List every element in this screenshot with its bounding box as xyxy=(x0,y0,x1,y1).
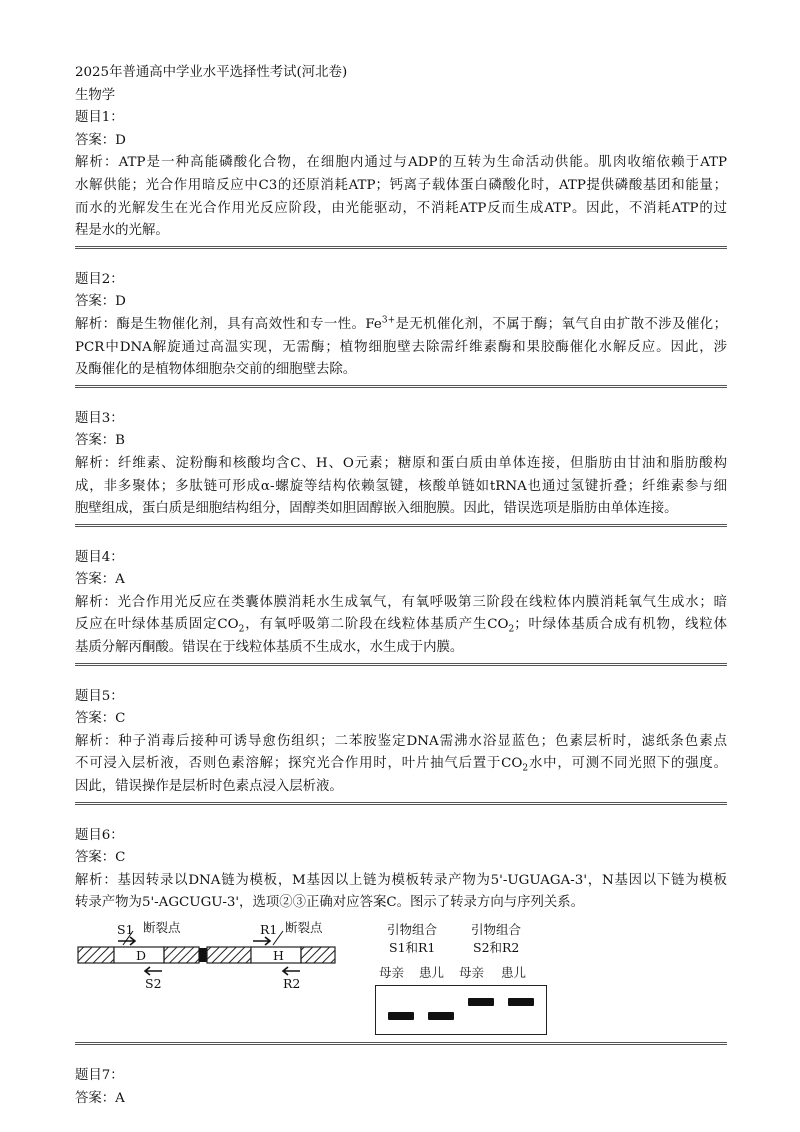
subject-label: 生物学 xyxy=(75,87,116,103)
question-7 xyxy=(75,1065,727,1110)
primer-combo-2-sub: S2和R2 xyxy=(473,940,520,955)
breakpoint-label: 断裂点 xyxy=(143,920,181,935)
primer-s1-label: S1 xyxy=(117,922,134,937)
document-page xyxy=(75,62,727,1110)
analysis-text: ；叶绿体基质合成有机物，线粒体 xyxy=(514,617,727,633)
analysis-line: 解析：光合作用光反应在类囊体膜消耗水生成氧气，有氧呼吸第三阶段在线粒体内膜消耗氧气生成水；暗 xyxy=(75,594,727,610)
question-2 xyxy=(75,269,727,388)
answer-line: 答案：A xyxy=(75,572,125,588)
iron-charge: 3+ xyxy=(381,315,396,326)
gel-box xyxy=(375,985,547,1035)
analysis-line: 及酶催化的是植物体细胞杂交前的细胞壁去除。 xyxy=(75,362,357,378)
lane-label: 母亲 xyxy=(459,965,485,980)
analysis-line: 解析：ATP是一种高能磷酸化合物，在细胞内通过与ADP的互转为生命活动供能。肌肉收缩依赖于ATP xyxy=(75,155,727,171)
figure-gene-gel xyxy=(75,921,727,1039)
analysis-line: PCR中DNA解旋通过高温实现，无需酶；植物细胞壁去除需纤维素酶和果胶酶催化水解反应。因此，涉 xyxy=(75,339,727,355)
question-4 xyxy=(75,547,727,666)
answer-line: 答案：C xyxy=(75,711,126,727)
question-label: 题目7： xyxy=(75,1068,124,1083)
analysis-text: ，有氧呼吸第二阶段在线粒体基质产生CO xyxy=(244,617,509,633)
primer-r2-label: R2 xyxy=(283,976,301,991)
exam-title: 2025年普通高中学业水平选择性考试(河北卷) xyxy=(75,65,348,80)
question-label: 题目4： xyxy=(75,549,124,565)
gene-d-label: D xyxy=(136,948,147,963)
question-label: 题目5： xyxy=(75,688,124,704)
analysis-line: 成，非多聚体；多肽链可形成α-螺旋等结构依赖氢键，核酸单链如tRNA也通过氢键折叠；纤维素参与细 xyxy=(75,478,727,494)
analysis-line xyxy=(75,614,727,637)
question-1 xyxy=(75,107,727,249)
analysis-line: 水解供能；光合作用暗反应中C3的还原消耗ATP；钙离子载体蛋白磷酸化时，ATP提供磷酸基团和能量； xyxy=(75,177,727,193)
analysis-line: 因此，错误操作是层析时色素点浸入层析液。 xyxy=(75,779,343,795)
subscript: 2 xyxy=(522,764,529,775)
answer-line: 答案：D xyxy=(75,132,126,148)
analysis-text: 反应在叶绿体基质固定CO xyxy=(75,617,239,633)
primer-r1-arrow xyxy=(253,937,270,945)
analysis-text: 不可浸入层析液，否则色素溶解；探究光合作用时，叶片抽气后置于CO xyxy=(75,756,523,772)
lane-label: 患儿 xyxy=(501,965,527,980)
question-label: 题目3： xyxy=(75,410,124,426)
analysis-line: 基质分解丙酮酸。错误在于线粒体基质不生成水，水生成于内膜。 xyxy=(75,640,464,656)
question-label: 题目6： xyxy=(75,827,124,843)
gene-h-label: H xyxy=(273,948,284,963)
analysis-line xyxy=(75,753,727,776)
primer-s1-arrow xyxy=(118,937,135,945)
analysis-text: 解析：酶是生物催化剂，具有高效性和专一性。Fe xyxy=(75,316,382,332)
answer-line: 答案：A xyxy=(75,1090,125,1106)
analysis-text: 水中，可测不同光照下的强度。 xyxy=(528,756,727,772)
primer-combo-1-title: 引物组合 xyxy=(387,922,438,937)
question-5 xyxy=(75,686,727,805)
answer-line: 答案：B xyxy=(75,433,126,449)
analysis-line: 而水的光解发生在光合作用光反应阶段，由光能驱动，不消耗ATP反而生成ATP。因此，不消耗ATP的过 xyxy=(75,200,727,216)
junction-block xyxy=(199,948,207,962)
subscript: 2 xyxy=(238,625,245,636)
analysis-line: 胞壁组成，蛋白质是细胞结构组分，固醇类如胆固醇嵌入细胞膜。因此，错误选项是脂肪由单体连接。 xyxy=(75,501,678,517)
hatched-segment xyxy=(78,947,114,963)
analysis-line xyxy=(75,314,727,337)
answer-line: 答案：D xyxy=(75,294,126,310)
lane-label: 母亲 xyxy=(379,965,405,980)
hatched-segment xyxy=(207,947,251,963)
lane-label: 患儿 xyxy=(419,965,445,980)
answer-line: 答案：C xyxy=(75,850,126,866)
analysis-text: 是无机催化剂，不属于酶；氧气自由扩散不涉及催化； xyxy=(395,316,727,332)
gel-band xyxy=(468,998,494,1006)
analysis-line: 转录产物为5'-AGCUGU-3'，选项②③正确对应答案C。图示了转录方向与序列关系。 xyxy=(75,895,585,911)
analysis-line: 程是水的光解。 xyxy=(75,223,169,239)
hatched-segment xyxy=(301,947,335,963)
question-label: 题目1： xyxy=(75,110,124,126)
analysis-line: 解析：纤维素、淀粉酶和核酸均含C、H、O元素；糖原和蛋白质由单体连接，但脂肪由甘油和脂肪酸构 xyxy=(75,455,727,471)
primer-combo-1-sub: S1和R1 xyxy=(389,940,436,955)
primer-combo-2-title: 引物组合 xyxy=(471,922,522,937)
primer-r1-label: R1 xyxy=(260,922,278,937)
question-label: 题目2： xyxy=(75,271,124,287)
primer-s2-label: S2 xyxy=(145,976,162,991)
subscript: 2 xyxy=(508,625,515,636)
gel-band xyxy=(508,998,534,1006)
primer-s2-arrow xyxy=(145,967,162,975)
hatched-segment xyxy=(164,947,199,963)
breakpoint-label: 断裂点 xyxy=(285,920,323,935)
gel-band xyxy=(388,1012,414,1020)
primer-r2-arrow xyxy=(283,967,300,975)
gel-band xyxy=(428,1012,454,1020)
analysis-line: 解析：基因转录以DNA链为模板，M基因以上链为模板转录产物为5'-UGUAGA-3'，N基因以下链为模板 xyxy=(75,872,727,888)
question-3 xyxy=(75,408,727,527)
question-6 xyxy=(75,825,727,1045)
analysis-line: 解析：种子消毒后接种可诱导愈伤组织；二苯胺鉴定DNA需沸水浴显蓝色；色素层析时，滤纸条色素点 xyxy=(75,733,727,749)
